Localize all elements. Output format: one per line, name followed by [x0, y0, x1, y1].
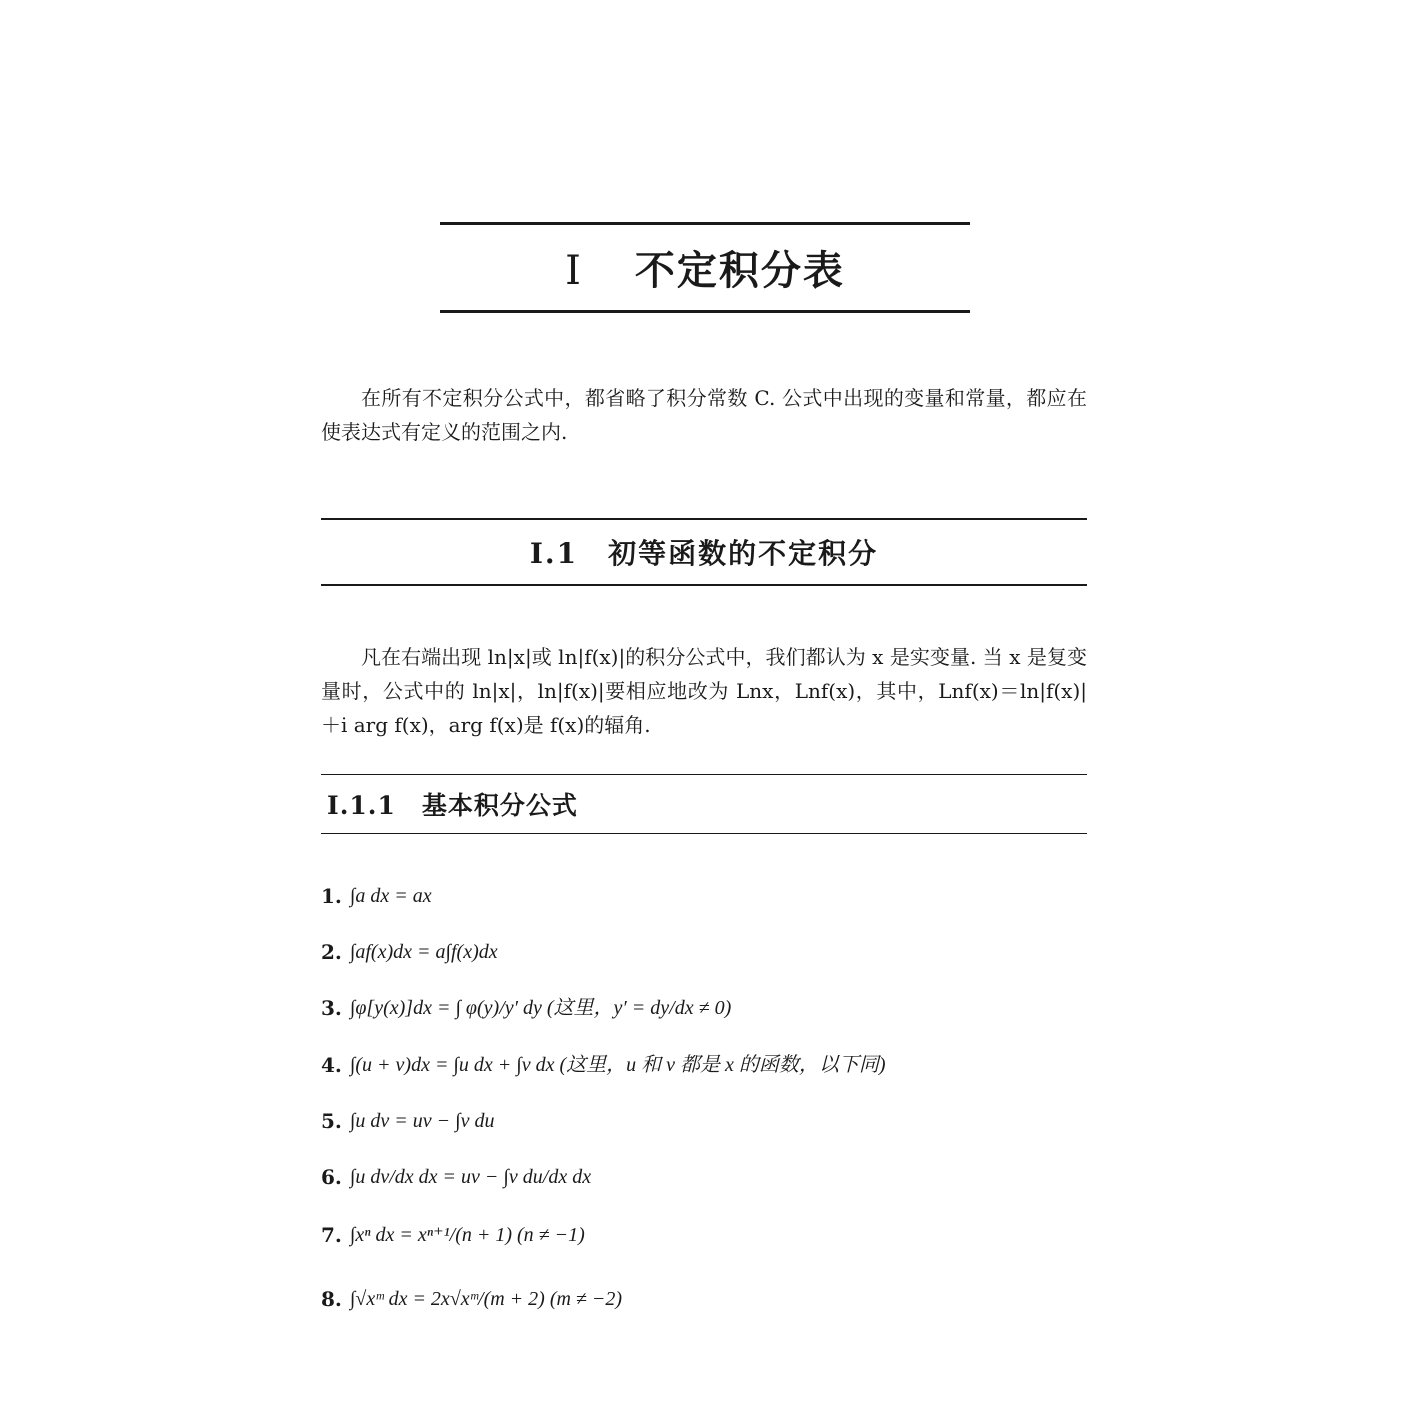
chapter-number: Ⅰ: [565, 248, 583, 293]
formula-number: 6.: [321, 1165, 342, 1189]
formula-7: [321, 1221, 585, 1249]
formula-6: [321, 1163, 591, 1191]
chapter-title: [565, 239, 845, 296]
chapter-title-block: [440, 222, 970, 313]
formula-number: 3.: [321, 996, 342, 1020]
formula-expression: ∫a dx = ax: [349, 885, 432, 907]
formula-3: [321, 994, 731, 1022]
chapter-title-text: 不定积分表: [634, 248, 845, 294]
formula-expression: ∫af(x)dx = a∫f(x)dx: [349, 941, 498, 963]
intro-paragraph: 在所有不定积分公式中，都省略了积分常数 C. 公式中出现的变量和常量，都应在使表达式有定义的范围之内.: [321, 386, 1087, 444]
formula-number: 7.: [321, 1223, 342, 1247]
subsection-title-text: 基本积分公式: [421, 791, 578, 820]
section-title-text: 初等函数的不定积分: [608, 537, 879, 570]
formula-2: [321, 938, 498, 966]
formula-expression: ∫u dv = uv − ∫v du: [349, 1110, 495, 1132]
section-paragraph: 凡在右端出现 ln|x|或 ln|f(x)|的积分公式中，我们都认为 x 是实变量. 当 x 是复变量时，公式中的 ln|x|，ln|f(x)|要相应地改为 Lnx，Lnf(x)，其中，Lnf(x)＝ln|f(x)|＋i arg f(x)，arg f(x)是 f(x)的辐角.: [321, 645, 1087, 737]
section-heading-block: [321, 518, 1087, 586]
formula-5: [321, 1107, 494, 1135]
formula-8: [321, 1285, 622, 1313]
formula-expression: ∫φ[y(x)]dx = ∫ φ(y)/y′ dy (这里，y′ = dy/dx ≠ 0): [349, 997, 732, 1019]
formula-expression: ∫u dv/dx dx = uv − ∫v du/dx dx: [349, 1166, 592, 1188]
formula-number: 5.: [321, 1109, 342, 1133]
subsection-title: [327, 786, 578, 822]
formula-expression: ∫√xᵐ dx = 2x√xᵐ/(m + 2) (m ≠ −2): [349, 1288, 623, 1310]
section-title: [530, 532, 878, 572]
formula-number: 1.: [321, 884, 342, 908]
formula-number: 4.: [321, 1053, 342, 1077]
formula-expression: ∫(u + v)dx = ∫u dx + ∫v dx (这里，u 和 v 都是 x 的函数，以下同): [349, 1054, 886, 1076]
formula-number: 2.: [321, 940, 342, 964]
formula-4: [321, 1051, 886, 1079]
formula-1: [321, 882, 432, 910]
subsection-number: Ⅰ.1.1: [327, 791, 396, 820]
formula-number: 8.: [321, 1287, 342, 1311]
section-number: Ⅰ.1: [529, 537, 579, 570]
subsection-heading-block: [321, 774, 1087, 834]
formula-expression: ∫xⁿ dx = xⁿ⁺¹/(n + 1) (n ≠ −1): [349, 1224, 585, 1246]
